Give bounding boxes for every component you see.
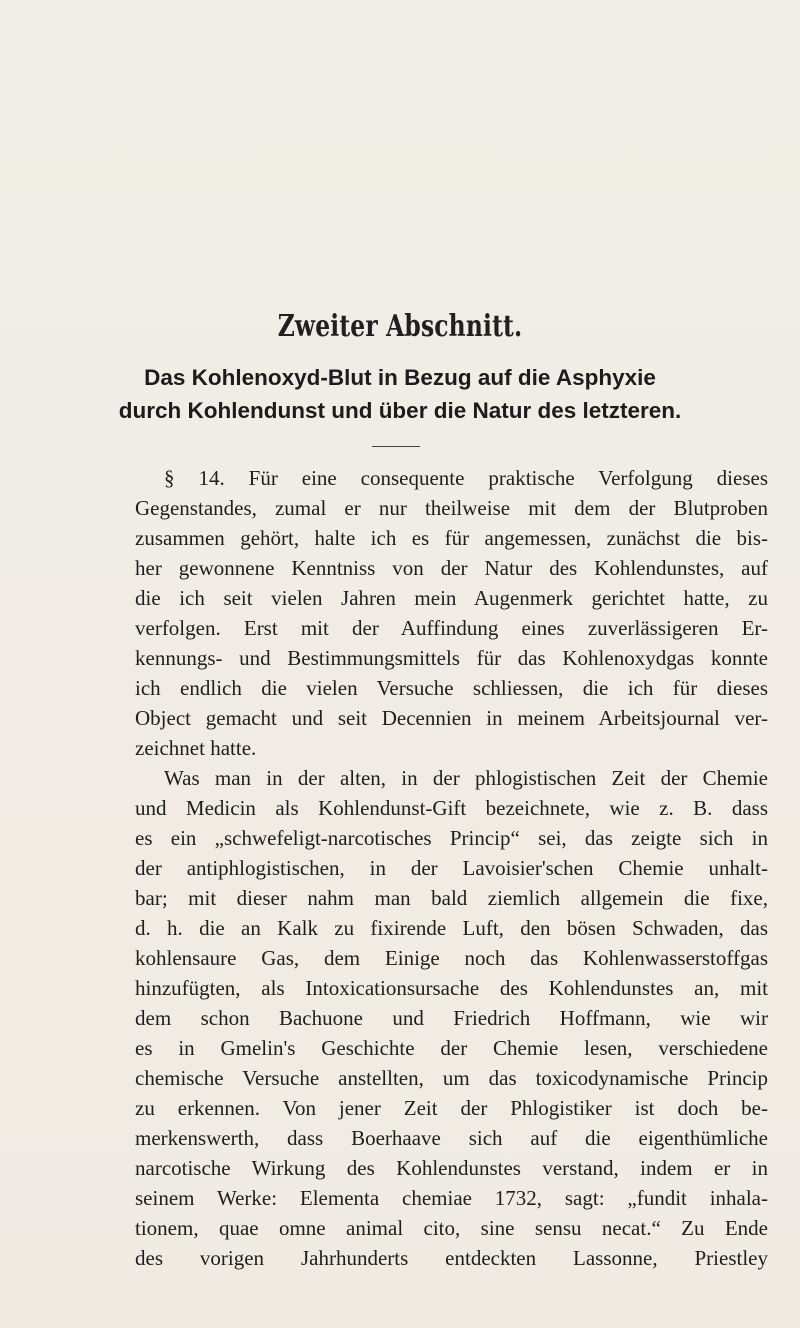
text-line: kennungs- und Bestimmungsmittels für das Kohlenoxydgas konnte: [135, 646, 768, 670]
text-line: dem schon Bachuone und Friedrich Hoffmann, wie wir: [135, 1006, 768, 1030]
text-line: ich endlich die vielen Versuche schliessen, die ich für dieses: [135, 676, 768, 700]
text-line: zusammen gehört, halte ich es für angemessen, zunächst die bis-: [135, 526, 768, 550]
text-line: Object gemacht und seit Decennien in meinem Arbeitsjournal ver-: [135, 706, 768, 730]
text-line: her gewonnene Kenntniss von der Natur des Kohlendunstes, auf: [135, 556, 768, 580]
text-line: d. h. die an Kalk zu fixirende Luft, den bösen Schwaden, das: [135, 916, 768, 940]
text-line: zu erkennen. Von jener Zeit der Phlogistiker ist doch be-: [135, 1096, 768, 1120]
text-line: Gegenstandes, zumal er nur theilweise mit dem der Blutproben: [135, 496, 768, 520]
text-line: tionem, quae omne animal cito, sine sensu necat.“ Zu Ende: [135, 1216, 768, 1240]
text-line: chemische Versuche anstellten, um das toxicodynamische Princip: [135, 1066, 768, 1090]
text-line: die ich seit vielen Jahren mein Augenmerk gerichtet hatte, zu: [135, 586, 768, 610]
text-line: seinem Werke: Elementa chemiae 1732, sagt: „fundit inhala-: [135, 1186, 768, 1210]
text-line: zeichnet hatte.: [135, 736, 257, 760]
separator-rule: [372, 446, 420, 447]
text-line: der antiphlogistischen, in der Lavoisier'schen Chemie unhalt-: [135, 856, 768, 880]
chapter-heading-line-1: Das Kohlenoxyd-Blut in Bezug auf die Asphyxie: [144, 365, 656, 390]
section-title: Zweiter Abschnitt.: [277, 309, 523, 344]
text-line: und Medicin als Kohlendunst-Gift bezeichnete, wie z. B. dass: [135, 796, 768, 820]
text-line: es ein „schwefeligt-narcotisches Princip“ sei, das zeigte sich in: [135, 826, 768, 850]
text-line: Was man in der alten, in der phlogistischen Zeit der Chemie: [164, 766, 768, 790]
text-line: narcotische Wirkung des Kohlendunstes verstand, indem er in: [135, 1156, 768, 1180]
text-line: merkenswerth, dass Boerhaave sich auf die eigenthümliche: [135, 1126, 768, 1150]
text-line: verfolgen. Erst mit der Auffindung eines zuverlässigeren Er-: [135, 616, 768, 640]
text-line: § 14. Für eine consequente praktische Verfolgung dieses: [164, 466, 768, 490]
text-line: des vorigen Jahrhunderts entdeckten Lassonne, Priestley: [135, 1246, 768, 1270]
text-line: kohlensaure Gas, dem Einige noch das Kohlenwasserstoffgas: [135, 946, 768, 970]
text-line: es in Gmelin's Geschichte der Chemie lesen, verschiedene: [135, 1036, 768, 1060]
chapter-heading-line-2: durch Kohlendunst und über die Natur des letzteren.: [118, 398, 682, 423]
text-line: hinzufügten, als Intoxicationsursache des Kohlendunstes an, mit: [135, 976, 768, 1000]
text-line: bar; mit dieser nahm man bald ziemlich allgemein die fixe,: [135, 886, 768, 910]
body-text: [135, 463, 768, 1273]
